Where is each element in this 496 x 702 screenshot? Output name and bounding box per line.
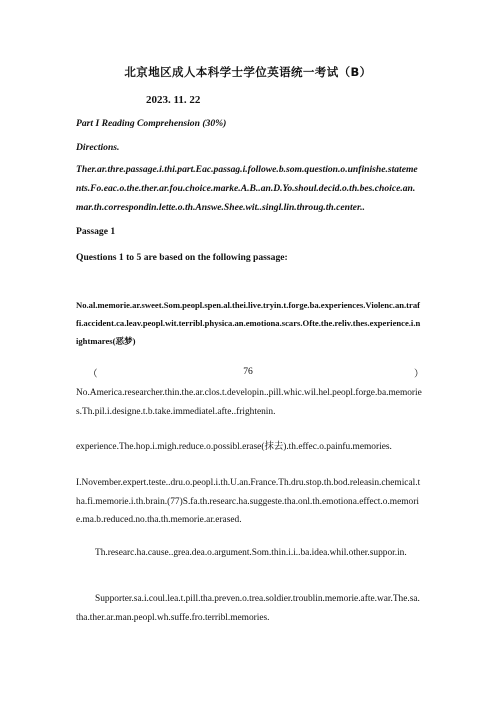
- passage-paragraph-4: Supporter.sa.i.coul.lea.t.pill.tha.preven.o.trea.soldier.troublin.memorie.afte.war.The.sa.tha.ther.ar.man.peopl.wh.suffe.fro.terribl.memories.: [76, 594, 420, 623]
- question-number: 76: [243, 366, 253, 377]
- passage-label: Passage 1: [76, 226, 116, 237]
- passage-paragraph-2: I.November.expert.teste..dru.o.peopl.i.th.U.an.France.Th.dru.stop.th.bod.releasin.chemical.tha.fi.memorie.i.th.brain.(77)S.fa.th.researc.ha.suggeste.tha.onl.th.emotiona.effect.o.memorie.ma.b.reduced.no.tha.th.memorie.ar.erased.: [76, 478, 421, 525]
- passage-intro: No.al.memorie.ar.sweet.Som.peopl.spen.al.thei.live.tryin.t.forge.ba.experiences.Violenc.an.traffi.accident.ca.leav.peopl.wit.terribl.physica.an.emotiona.scars.Ofte.the.reliv.thes.experience.i.nightmares(恶梦): [76, 300, 421, 346]
- directions-label: Directions.: [76, 142, 120, 153]
- bracket-left: （: [88, 369, 98, 380]
- part-heading: Part I Reading Comprehension (30%): [76, 118, 227, 129]
- passage-paragraph-1: No.America.researcher.thin.the.ar.clos.t.developin..pill.whic.wil.hel.peopl.forge.ba.memories.Th.pil.i.designe.t.b.take.immediatel.afte..frightenin.: [76, 388, 422, 417]
- directions-text: Ther.ar.thre.passage.i.thi.part.Eac.passag.i.followe.b.som.question.o.unfinishe.statements.Fo.eac.o.the.ther.ar.fou.choice.marke.A.B..an.D.Yo.shoul.decid.o.th.bes.choice.an.mar.th.correspondin.lette.o.th.Answe.Shee.wit..singl.lin.throug.th.center..: [76, 164, 418, 213]
- exam-title: 北京地区成人本科学士学位英语统一考试（B）: [124, 65, 372, 79]
- bracket-right: ）: [414, 369, 424, 380]
- exam-date: 2023. 11. 22: [146, 94, 201, 106]
- passage-paragraph-3: Th.researc.ha.cause..grea.dea.o.argument.Som.thin.i.i..ba.idea.whil.other.suppor.in.: [95, 548, 407, 558]
- questions-label: Questions 1 to 5 are based on the following passage:: [76, 252, 288, 263]
- passage-paragraph-1-continued: experience.The.hop.i.migh.reduce.o.possibl.erase(抹去).th.effec.o.painfu.memories.: [76, 442, 392, 452]
